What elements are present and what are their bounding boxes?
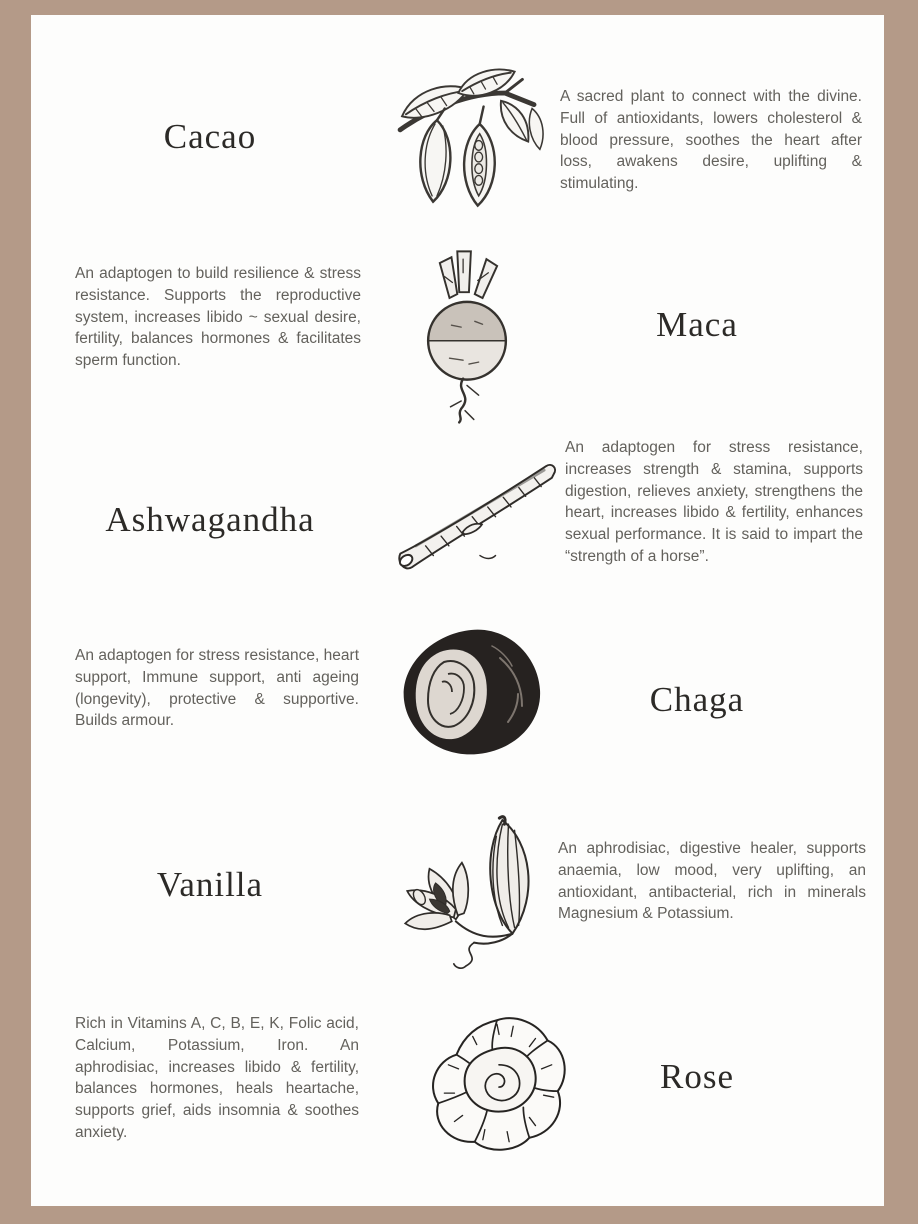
- vanilla-illustration: [387, 808, 553, 970]
- maca-illustration: [399, 237, 535, 427]
- paper-background: [31, 15, 884, 1206]
- cacao-illustration: [383, 60, 555, 225]
- vanilla-description: An aphrodisiac, digestive healer, supports anaemia, low mood, very uplifting, an antioxidant, antibacterial, rich in minerals Magnesium & Potassium.: [558, 840, 866, 923]
- cacao-description: A sacred plant to connect with the divine. Full of antioxidants, lowers cholesterol & blood pressure, soothes the heart after loss, awakens desire, uplifting & stimulating.: [560, 88, 862, 193]
- cacao-title: Cacao: [163, 117, 257, 156]
- rose-illustration: [415, 1000, 579, 1162]
- vanilla-title: Vanilla: [156, 865, 264, 904]
- ashwagandha-title: Ashwagandha: [105, 500, 315, 539]
- chaga-description: An adaptogen for stress resistance, heart support, Immune support, anti ageing (longevity), protective & supportive. Builds armour.: [75, 647, 359, 730]
- ashwagandha-description: An adaptogen for stress resistance, increases strength & stamina, supports digestion, relieves anxiety, strengthens the heart, increases libido & fertility, enhances sexual performance. It is said to impart the “strength of a horse”.: [565, 439, 863, 565]
- rose-title: Rose: [660, 1057, 734, 1096]
- chaga-illustration: [396, 621, 546, 763]
- rose-description: Rich in Vitamins A, C, B, E, K, Folic acid, Calcium, Potassium, Iron. An aphrodisiac, increases libido & fertility, balances hormones, heals heartache, supports grief, aids insomnia & soothes anxiety.: [75, 1015, 359, 1141]
- maca-description: An adaptogen to build resilience & stress resistance. Supports the reproductive system, increases libido ~ sexual desire, fertility, balances hormones & facilitates sperm function.: [75, 265, 361, 370]
- maca-title: Maca: [656, 305, 738, 344]
- ashwagandha-illustration: [386, 439, 572, 575]
- chaga-title: Chaga: [649, 680, 745, 719]
